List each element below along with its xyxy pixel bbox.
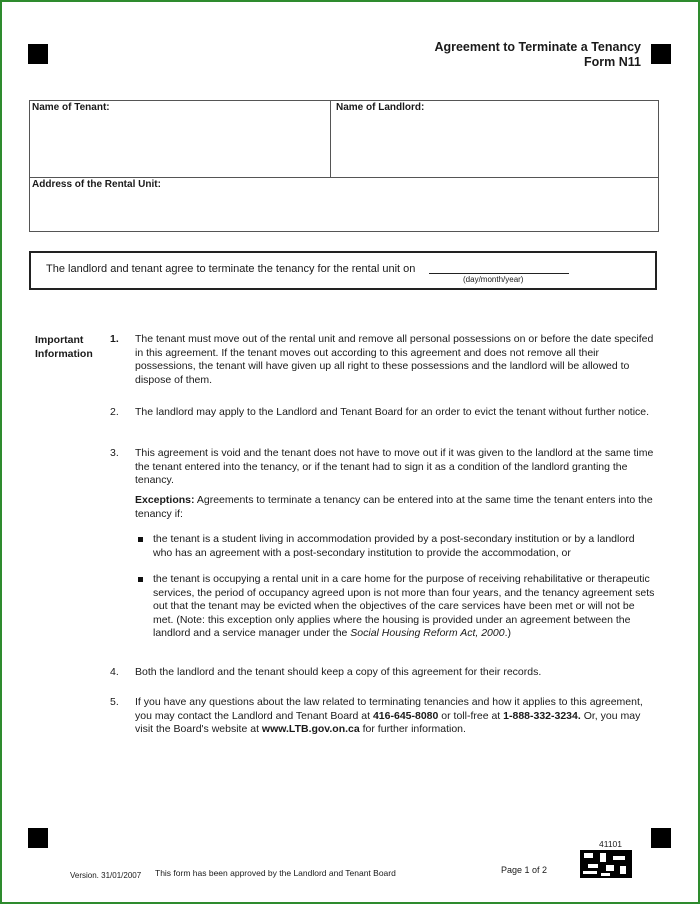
item-number: 1.: [110, 333, 119, 345]
exceptions-paragraph: [135, 494, 655, 521]
form-title: Agreement to Terminate a Tenancy: [434, 40, 641, 54]
form-header: [434, 40, 641, 70]
date-format-hint: (day/month/year): [463, 275, 524, 284]
address-field[interactable]: [29, 177, 659, 232]
heading-line: Information: [35, 348, 93, 360]
item-5-text: If you have any questions about the law related to terminating tenancies and how it applies to this agreement, you may contact the Landlord and Tenant Board at: [135, 696, 643, 722]
agreement-box: [29, 251, 657, 290]
exceptions-label: Exceptions:: [135, 494, 195, 506]
approval-text: This form has been approved by the Landlord and Tenant Board: [155, 868, 396, 878]
address-label: Address of the Rental Unit:: [32, 179, 161, 190]
tenant-name-field[interactable]: [29, 100, 331, 178]
bullet-2-end: .): [504, 627, 511, 639]
item-number: 4.: [110, 666, 119, 678]
termination-date-field[interactable]: [429, 273, 569, 274]
heading-line: Important: [35, 334, 84, 346]
version-text: Version. 31/01/2007: [70, 871, 142, 880]
info-item-5: [135, 696, 655, 737]
item-5-text: or toll-free at: [438, 709, 504, 722]
agreement-text: The landlord and tenant agree to terminate the tenancy for the rental unit on: [46, 263, 416, 275]
item-5-text: for further information.: [359, 723, 466, 735]
landlord-name-label: Name of Landlord:: [336, 102, 425, 113]
exception-bullet-2: [153, 573, 655, 641]
bullet-icon: [138, 577, 143, 582]
info-item-3: This agreement is void and the tenant does not have to move out if it was given to the landlord at the same time the tenant entered into the tenancy, or if the tenant had to sign it as a condition of the landlord granting the tenancy.: [135, 447, 654, 486]
item-number: 5.: [110, 696, 119, 708]
item-number: 3.: [110, 447, 119, 459]
landlord-name-field[interactable]: [330, 100, 659, 178]
toll-free-number: 1-888-332-3234.: [503, 709, 581, 722]
item-number: 2.: [110, 406, 119, 418]
bullet-icon: [138, 537, 143, 542]
form-number: Form N11: [584, 55, 641, 69]
info-item-1: The tenant must move out of the rental unit and remove all personal possessions on or before the date specifed in this agreement. If the tenant moves out according to this agreement and does not remove all their possessions, the tenant will have given up all right to these possessions and the landlord will be allowed to dispose of them.: [135, 333, 654, 386]
info-item-4: Both the landlord and the tenant should keep a copy of this agreement for their records.: [135, 666, 542, 678]
info-item-2: The landlord may apply to the Landlord and Tenant Board for an order to evict the tenant without further notice.: [135, 406, 650, 418]
website-link[interactable]: www.LTB.gov.on.ca: [261, 723, 360, 735]
phone-number: 416-645-8080: [372, 709, 439, 722]
exception-bullet-1: the tenant is a student living in accommodation provided by a post-secondary institution or by a landlord who has an agreement with a post-secondary institution to provide the accommodation, or: [153, 533, 635, 559]
tenant-name-label: Name of Tenant:: [32, 102, 110, 113]
bullet-2-text: the tenant is occupying a rental unit in a care home for the purpose of receiving rehabilitative or therapeutic services, the period of occupancy agreed upon is not more than four years, and the tenancy agreement sets out that the tenant may be evicted when the objectives of the care services have been met or will not be met. (Note: this exception only applies where the housing is provided under an agreement between the landlord and a service manager under the: [153, 573, 655, 639]
barcode-icon: [580, 850, 632, 878]
act-name: Social Housing Reform Act, 2000: [350, 627, 505, 639]
item-5-text: Or, you may visit the Board's website at: [135, 709, 641, 735]
page-number: Page 1 of 2: [501, 865, 548, 875]
important-info-heading: [35, 333, 93, 361]
exceptions-text: Agreements to terminate a tenancy can be entered into at the same time the tenant enters into the tenancy if:: [135, 494, 653, 520]
form-code: 41101: [599, 839, 623, 849]
registration-mark: [651, 828, 671, 848]
registration-mark: [28, 44, 48, 64]
registration-mark: [28, 828, 48, 848]
registration-mark: [651, 44, 671, 64]
